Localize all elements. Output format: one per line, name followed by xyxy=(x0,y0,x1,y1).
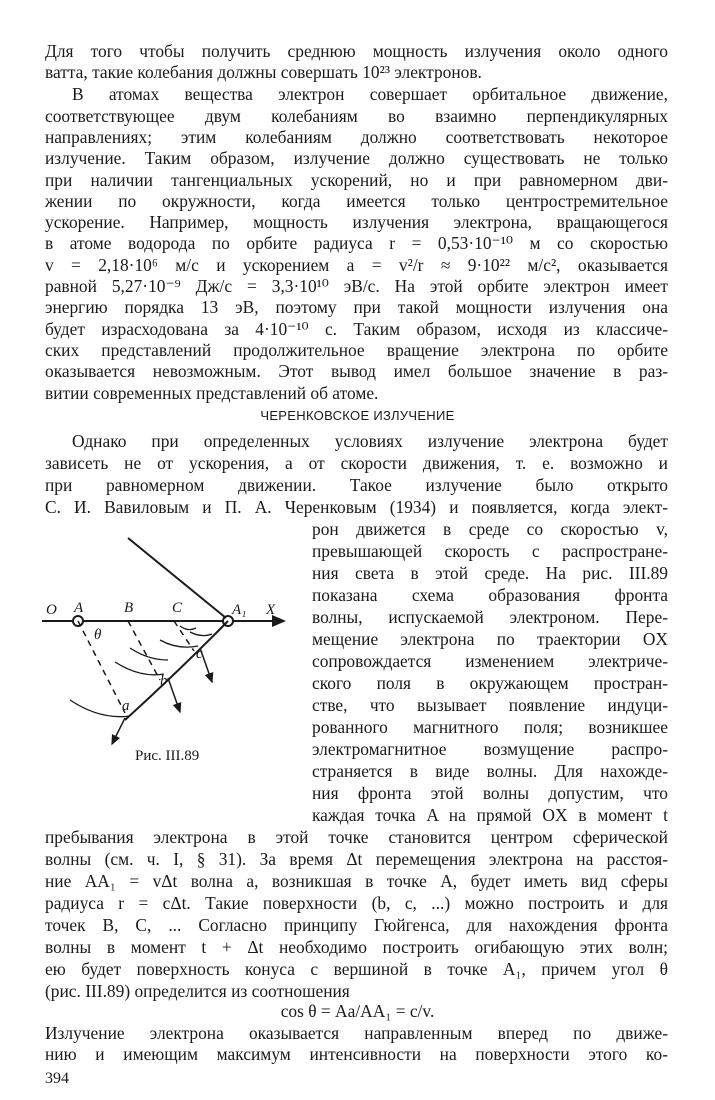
text-line: волны (см. ч. I, § 31). За время Δt перемещения электрона на расстоя- xyxy=(45,849,668,869)
formula: cos θ = Aa/AA₁ = c/v. xyxy=(280,1001,435,1021)
text-line: при равномерном движении. Такое излучение было открыто xyxy=(45,475,668,495)
text-line: энергию порядка 13 эВ, поэтому при такой мощности излучения она xyxy=(45,297,668,318)
text-line: точек B, C, ... Согласно принципу Гюйгенса, для нахождения фронта xyxy=(45,915,668,935)
text-line: В атомах вещества электрон совершает орбитальное движение, xyxy=(72,84,668,105)
text-line: витии современных представлений об атоме. xyxy=(45,382,379,403)
text-line: рованного магнитного поля; возникшее xyxy=(312,717,668,737)
text-line: ских представлений продолжительное вращение электрона по орбите xyxy=(45,339,668,360)
text-line: мещение электрона по траектории OX xyxy=(312,629,668,649)
text-line: Излучение электрона оказывается направленным вперед по движе- xyxy=(45,1023,668,1043)
label-x: X xyxy=(266,602,276,618)
text-line: рон движется в среде со скоростью v, xyxy=(312,519,668,539)
page-number: 394 xyxy=(45,1070,69,1087)
label-c: C xyxy=(172,600,183,616)
section-heading: ЧЕРЕНКОВСКОЕ ИЗЛУЧЕНИЕ xyxy=(260,408,455,423)
text-line: показана схема образования фронта xyxy=(312,585,668,605)
text-line: в атоме водорода по орбите радиуса r = 0,53·10⁻¹⁰ м со скоростью xyxy=(45,233,668,254)
text-line: соответствующее двум колебаниям во взаимно перпендикулярных xyxy=(45,105,668,126)
text-line: v = 2,18·10⁶ м/с и ускорением a = v²/r ≈ 9·10²² м/с², оказывается xyxy=(45,254,668,275)
label-b: B xyxy=(124,600,134,616)
text-line: ния фронта этой волны допустим, что xyxy=(312,783,668,803)
wave-arc-b-inner xyxy=(130,648,168,660)
text-line: зависеть не от ускорения, а от скорости движения, т. е. возможно и xyxy=(45,453,668,473)
label-o: O xyxy=(46,602,57,618)
text-line: превышающей скорость c распростране- xyxy=(312,541,668,561)
text-line: радиуса r = cΔt. Такие поверхности (b, c, ...) можно построить и для xyxy=(45,893,668,913)
text-line: пребывания электрона в этой точке становится центром сферической xyxy=(45,827,668,847)
text-line: стве, что вызывает появление индуци- xyxy=(312,695,668,715)
text-line: будет израсходована за 4·10⁻¹⁰ с. Таким образом, исходя из классиче- xyxy=(45,318,668,339)
text-line: ускорение. Например, мощность излучения электрона, вращающегося xyxy=(45,212,668,233)
text-line: электромагнитное возмущение распро- xyxy=(312,739,668,759)
text-line: нию и имеющим максимум интенсивности на поверхности этого ко- xyxy=(45,1044,668,1064)
text-line: волны, испускаемой электроном. Пере- xyxy=(312,607,668,627)
label-a: A xyxy=(74,600,84,616)
label-a1: A₁ xyxy=(232,602,247,618)
direction-arrow-b xyxy=(168,678,180,712)
label-wave-b: b xyxy=(160,673,168,689)
text-line: ского поля в окружающем простран- xyxy=(312,673,668,693)
text-line: страняется в виде волны. Для нахожде- xyxy=(312,761,668,781)
text-line: С. И. Вавиловым и П. А. Черенковым (1934) и появляется, когда элект- xyxy=(45,497,668,517)
text-line: волны в момент t + Δt необходимо построить огибающую этих волн; xyxy=(45,937,668,957)
cherenkov-diagram xyxy=(40,520,290,750)
text-line: ние AA₁ = vΔt волна a, возникшая в точке A, будет иметь вид сферы xyxy=(45,871,668,891)
text-line: ния света в этой среде. На рис. III.89 xyxy=(312,563,668,583)
text-line: оказывается невозможным. Этот вывод имел большое значение в раз- xyxy=(45,361,668,382)
label-wave-a: a xyxy=(122,698,130,714)
text-line: жении по окружности, когда имеется только центростремительное xyxy=(45,190,668,211)
text-line: излучение. Таким образом, излучение должно существовать не только xyxy=(45,148,668,169)
text-line: равной 5,27·10⁻⁹ Дж/с = 3,3·10¹⁰ эВ/с. На этой орбите электрон имеет xyxy=(45,276,668,296)
text-line: каждая точка A на прямой OX в момент t xyxy=(312,805,668,825)
wavefront-envelope xyxy=(125,621,228,720)
direction-arrow-a xyxy=(112,718,125,744)
wave-arc-a xyxy=(70,700,130,717)
text-line: Для того чтобы получить среднюю мощность излучения около одного xyxy=(45,41,668,61)
text-line: ватта, такие колебания должны совершать 10²³ электронов. xyxy=(45,62,482,83)
text-line: (рис. III.89) определится из соотношения xyxy=(45,981,350,1001)
text-line: ею будет поверхность конуса с вершиной в точке A₁, причем угол θ xyxy=(45,959,668,979)
wave-arc-tiny xyxy=(180,626,196,630)
radius-a xyxy=(78,621,125,713)
label-wave-c: c xyxy=(196,646,203,662)
text-line: сопровождается изменением электриче- xyxy=(312,651,668,671)
text-line: направлениях; этим колебаниям должно соответствовать некоторое xyxy=(45,126,668,147)
wave-arc-small xyxy=(190,632,212,636)
text-line: Однако при определенных условиях излучение электрона будет xyxy=(72,431,668,451)
text-line: при наличии тангенциальных ускорений, но и при равномерном дви- xyxy=(45,169,668,190)
figure-caption: Рис. III.89 xyxy=(135,748,200,764)
label-theta: θ xyxy=(94,627,102,643)
wave-arc-c xyxy=(160,640,198,647)
